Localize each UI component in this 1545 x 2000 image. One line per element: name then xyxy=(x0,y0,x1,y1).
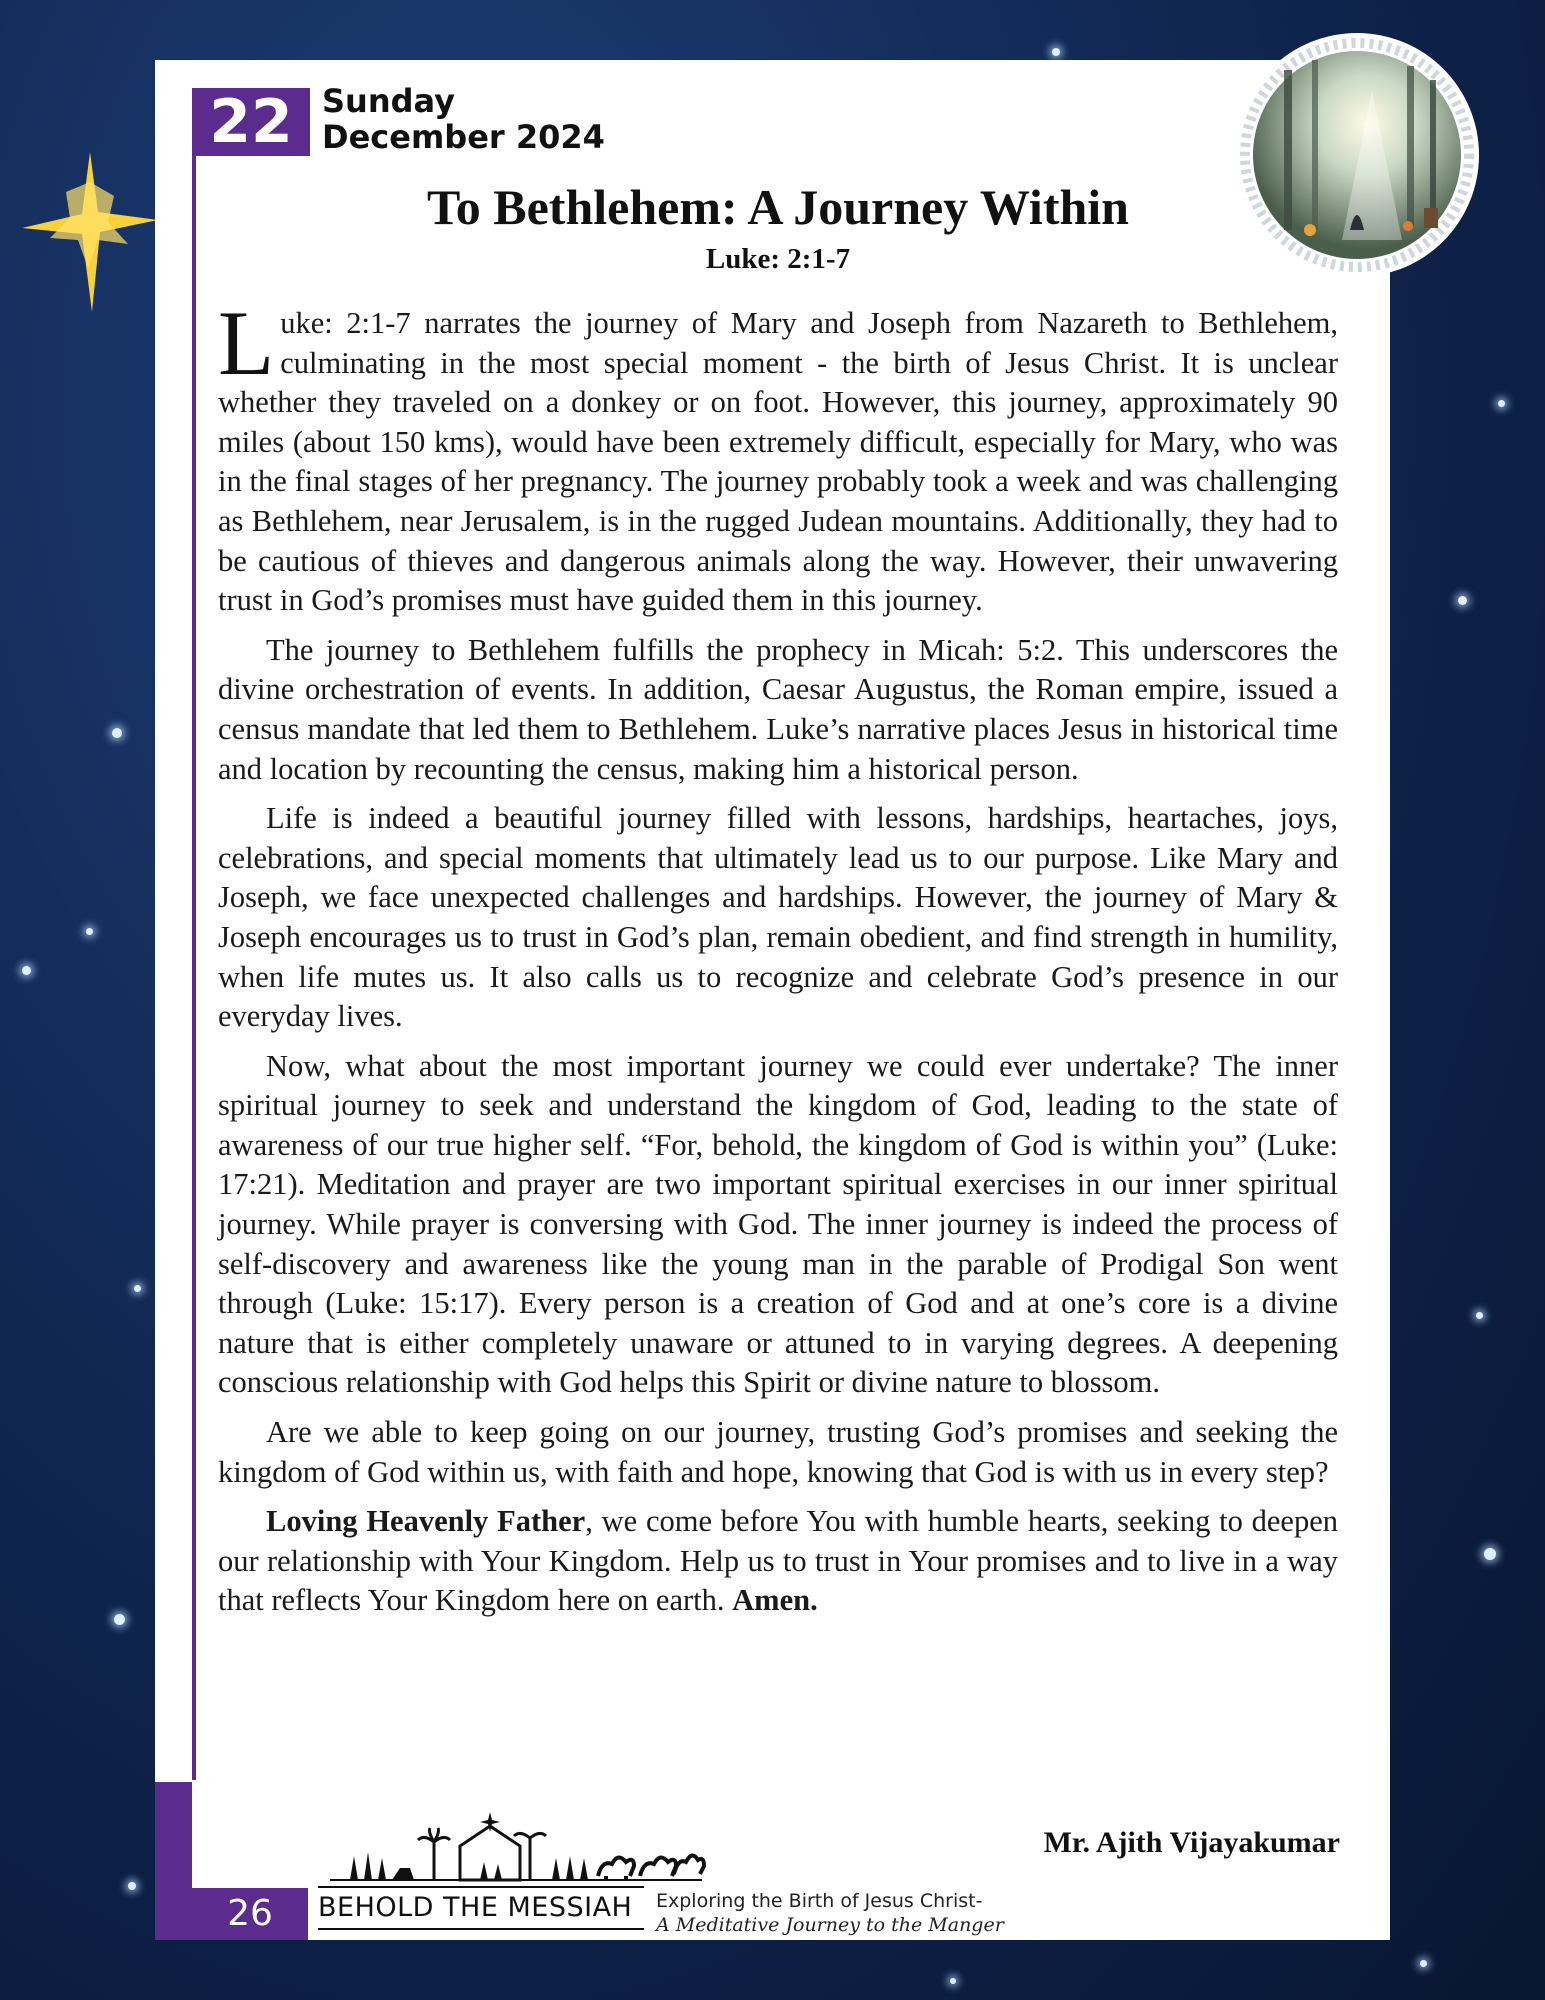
background-star xyxy=(22,966,31,975)
book-tagline-line2: A Meditative Journey to the Manger xyxy=(656,1914,1004,1936)
date-weekday: Sunday xyxy=(322,82,455,120)
background-star xyxy=(950,1978,956,1984)
background-star xyxy=(1052,48,1060,56)
nativity-silhouette-icon xyxy=(330,1812,710,1884)
background-star xyxy=(1498,400,1505,407)
paragraph-3: Life is indeed a beautiful journey filled with lessons, hardships, heartaches, joys, celebrations, and special moments that ultimately lead us to our purpose. Like Mary and Joseph, we face unexpected challenges and hardships. However, the journey of Mary & Joseph encourages us to trust in God’s plan, remain obedient, and find strength in humility, when life mutes us. It also calls us to recognize and celebrate God’s presence in our everyday lives. xyxy=(218,801,1338,1034)
background-star xyxy=(114,1614,125,1625)
background-star xyxy=(134,1285,141,1292)
accent-vertical-line xyxy=(192,140,196,1780)
book-title: BEHOLD THE MESSIAH xyxy=(318,1892,633,1923)
footer-rule-top xyxy=(318,1886,644,1888)
background-star xyxy=(1476,1312,1483,1319)
background-star xyxy=(1458,596,1467,605)
drop-cap: L xyxy=(218,292,275,394)
prayer-end: Amen. xyxy=(732,1583,818,1618)
bethlehem-star-icon xyxy=(22,152,158,312)
prayer-body: , we come before You with humble hearts, seeking to deepen our relationship with Your Kingdom. Help us to trust in Your promises and to live in a way that reflects Your Kingdom here on earth. xyxy=(218,1504,1338,1618)
page-number: 26 xyxy=(192,1888,308,1940)
date-month-year: December 2024 xyxy=(322,118,605,156)
background-star xyxy=(86,928,93,935)
background-star xyxy=(112,728,122,738)
paragraph-1-text: uke: 2:1-7 narrates the journey of Mary and Joseph from Nazareth to Bethlehem, culminating in the most special moment - the birth of Jesus Christ. It is unclear whether they traveled on a donkey or on foot. However, this journey, approximately 90 miles (about 150 kms), would have been extremely difficult, especially for Mary, who was in the final stages of her pregnancy. The journey probably took a week and was challenging as Bethlehem, near Jerusalem, is in the rugged Judean mountains. Additionally, they had to be cautious of thieves and dangerous animals along the way. However, their unwavering trust in God’s promises must have guided them in this journey. xyxy=(218,306,1338,618)
background-star xyxy=(128,1882,136,1890)
prayer-lead: Loving Heavenly Father xyxy=(266,1504,586,1539)
footer-corner-accent xyxy=(155,1782,192,1940)
background-star xyxy=(1420,1960,1427,1967)
date-day-number: 22 xyxy=(192,88,310,156)
paragraph-2: The journey to Bethlehem fulfills the prophecy in Micah: 5:2. This underscores the divine orchestration of events. In addition, Caesar Augustus, the Roman empire, issued a census mandate that led them to Bethlehem. Luke’s narrative places Jesus in historical time and location by recounting the census, making him a historical person. xyxy=(218,632,1338,786)
background-star xyxy=(1484,1548,1496,1560)
author-name: Mr. Ajith Vijayakumar xyxy=(1043,1826,1340,1859)
paragraph-4: Now, what about the most important journey we could ever undertake? The inner spiritual journey to seek and understand the kingdom of God, leading to the state of awareness of our true higher self. “For, behold, the kingdom of God is within you” (Luke: 17:21). Meditation and prayer are two important spiritual exercises in our inner spiritual journey. While prayer is conversing with God. The inner journey is indeed the process of self-discovery and awareness like the young man in the parable of Prodigal Son went through (Luke: 15:17). Every person is a creation of God and at one’s core is a divine nature that is either completely unaware or attuned to in varying degrees. A deepening conscious relationship with God helps this Spirit or divine nature to blossom. xyxy=(218,1048,1338,1400)
prayer-paragraph xyxy=(218,1502,1338,1621)
book-tagline-line1: Exploring the Birth of Jesus Christ- xyxy=(656,1890,983,1912)
scripture-reference: Luke: 2:1-7 xyxy=(705,243,851,275)
paragraph-5: Are we able to keep going on our journey, trusting God’s promises and seeking the kingdom of God within us, with faith and hope, knowing that God is with us in every step? xyxy=(218,1415,1338,1489)
footer-rule-bottom xyxy=(318,1928,644,1930)
article-title: To Bethlehem: A Journey Within xyxy=(427,179,1129,235)
article-body xyxy=(218,292,1338,1631)
paragraph-1 xyxy=(218,292,1338,621)
